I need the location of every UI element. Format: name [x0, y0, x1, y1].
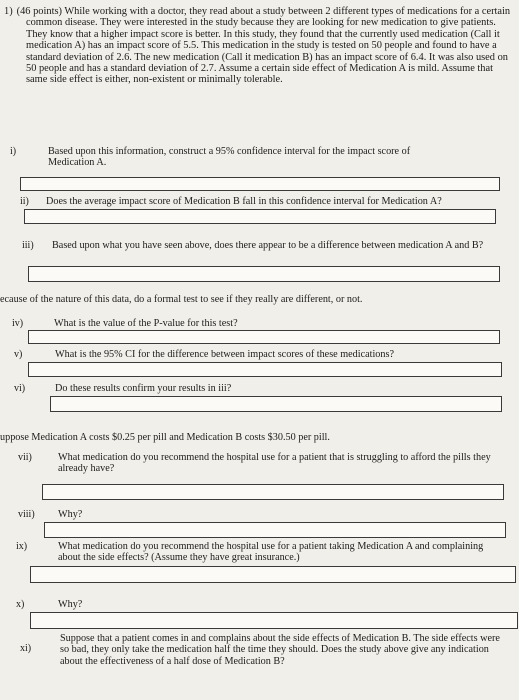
answer-box-i[interactable]	[20, 177, 500, 191]
answer-box-viii[interactable]	[44, 522, 506, 538]
answer-box-vi[interactable]	[50, 396, 502, 412]
question-label: v)	[14, 349, 23, 360]
question-text: What is the value of the P-value for this test?	[54, 318, 238, 329]
question-text: What medication do you recommend the hospital use for a patient that is struggling to afford the pills they already have?	[58, 452, 491, 475]
question-label: x)	[16, 599, 25, 610]
question-label: xi)	[20, 643, 32, 654]
answer-box-iii[interactable]	[28, 266, 500, 282]
question-label: ii)	[20, 196, 29, 207]
answer-box-ii[interactable]	[24, 209, 496, 224]
question-label: vii)	[18, 452, 32, 463]
answer-box-x[interactable]	[30, 612, 518, 629]
answer-box-iv[interactable]	[28, 330, 500, 344]
question-text: Based upon what you have seen above, does there appear to be a difference between medication A and B?	[52, 240, 484, 251]
question-text: Why?	[58, 599, 83, 610]
question-text: Suppose that a patient comes in and complains about the side effects of Medication B. The side effects were so bad, they only take the medication half the time they should. Does the study above give any indication about the effectiveness of a half dose of Medication B?	[60, 633, 500, 667]
question-label: ix)	[16, 541, 28, 552]
question-text: What is the 95% CI for the difference between impact scores of these medications?	[55, 349, 394, 360]
question-text: Do these results confirm your results in iii?	[55, 383, 232, 394]
cost-statement: uppose Medication A costs $0.25 per pill and Medication B costs $30.50 per pill.	[0, 432, 330, 443]
problem-number: 1)	[4, 6, 13, 17]
question-label: i)	[10, 146, 17, 157]
question-text: What medication do you recommend the hospital use for a patient taking Medication A and complaining about the side effects? (Assume they have great insurance.)	[58, 541, 484, 564]
problem-text: (46 points) While working with a doctor, they read about a study between 2 different types of medications for a certain common disease. They were interested in the study because they are looking for new medication to give patients. They know that a higher impact score is better. In this study, they found that the currently used medication (Call it medication A) has an impact score of 5.5. This medication in the study is tested on 50 people and found to have a standard deviation of 2.6. The new medication (Call it medication B) has an impact score of 6.4. It was also used on 50 people and has a standard deviation of 2.7. Assume a certain side effect of Medication A is mild. Assume that same side effect is either, non-existent or minimally tolerable.	[16, 6, 511, 86]
question-text: Why?	[58, 509, 83, 520]
question-text: Based upon this information, construct a 95% confidence interval for the impact score of Medication A.	[48, 146, 411, 169]
answer-box-v[interactable]	[28, 362, 502, 377]
formal-test-instruction: ecause of the nature of this data, do a formal test to see if they really are different, or not.	[0, 294, 363, 305]
problem-statement	[4, 6, 512, 86]
question-label: iv)	[12, 318, 24, 329]
answer-box-ix[interactable]	[30, 566, 516, 583]
answer-box-vii[interactable]	[42, 484, 504, 500]
question-label: viii)	[18, 509, 35, 520]
question-label: iii)	[22, 240, 34, 251]
question-text: Does the average impact score of Medication B fall in this confidence interval for Medication A?	[46, 196, 442, 207]
question-label: vi)	[14, 383, 26, 394]
